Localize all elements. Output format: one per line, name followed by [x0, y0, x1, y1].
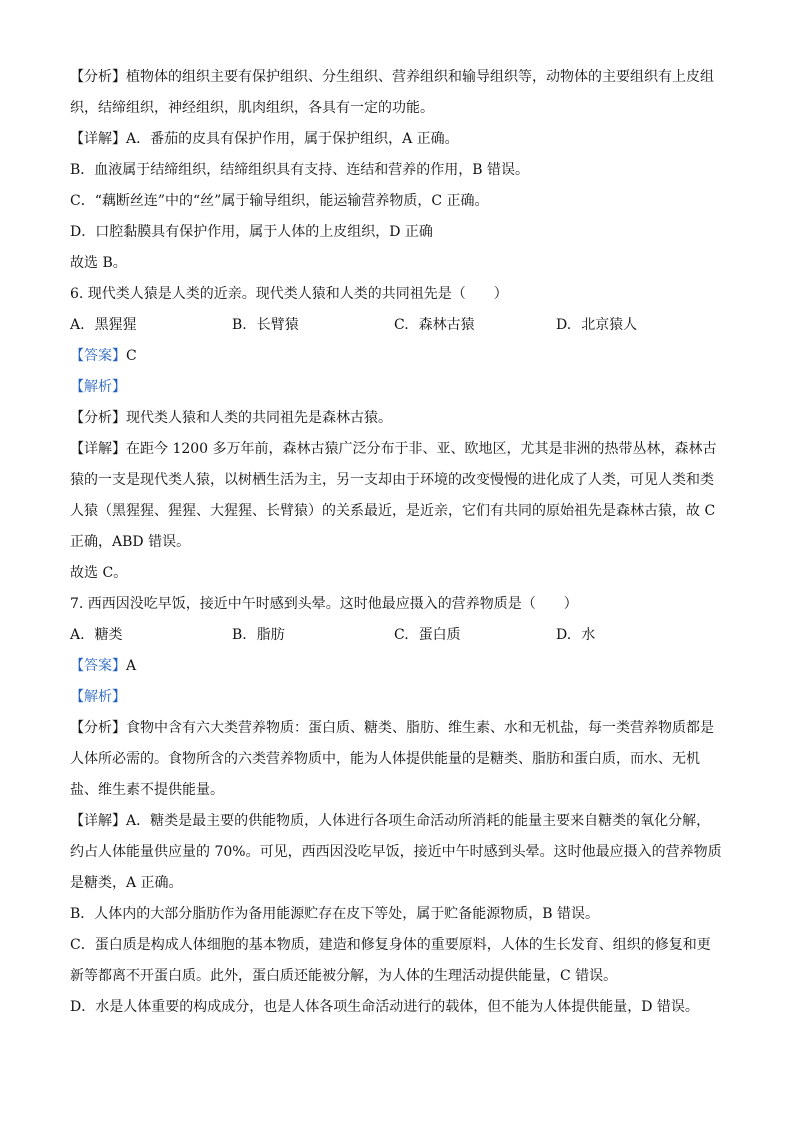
q5-analysis-line-1: 【分析】植物体的组织主要有保护组织、分生组织、营养组织和输导组织等，动物体的主要组织有上皮组 — [70, 69, 714, 85]
q7-detail-line-1: 【详解】A．糖类是最主要的供能物质，人体进行各项生命活动所消耗的能量主要来自糖类的氧化分解， — [70, 813, 711, 829]
q6-option-a: A. 黑猩猩 — [70, 317, 137, 333]
q5-detail-line-4: D．口腔黏膜具有保护作用，属于人体的上皮组织，D 正确 — [70, 224, 433, 240]
q6-explain-tag: 【解析】 — [70, 379, 126, 395]
q5-conclusion: 故选 B。 — [70, 255, 127, 271]
q7-option-b: B. 脂肪 — [232, 627, 285, 643]
q6-option-d: D. 北京猿人 — [556, 317, 638, 333]
q6-answer-tag: 【答案】 — [70, 348, 126, 364]
q7-detail-line-4: B．人体内的大部分脂肪作为备用能源贮存在皮下等处，属于贮备能源物质，B 错误。 — [70, 906, 600, 922]
q6-answer — [70, 341, 722, 372]
q5-detail-line-3: C．“藕断丝连”中的“丝”属于输导组织，能运输营养物质，C 正确。 — [70, 193, 489, 209]
q7-answer-tag: 【答案】 — [70, 658, 126, 674]
q7-detail-line-7: D．水是人体重要的构成成分，也是人体各项生命活动进行的载体，但不能为人体提供能量，D 错误。 — [70, 999, 699, 1015]
q7-analysis-line-1: 【分析】食物中含有六大类营养物质：蛋白质、糖类、脂肪、维生素、水和无机盐，每一类营养物质都是 — [70, 720, 714, 736]
q7-analysis-line-2: 人体所必需的。食物所含的六类营养物质中，能为人体提供能量的是糖类、脂肪和蛋白质，而水、无机 — [70, 751, 700, 767]
q5-detail-line-2: B．血液属于结缔组织，结缔组织具有支持、连结和营养的作用，B 错误。 — [70, 162, 530, 178]
q6-detail-line-1: 【详解】在距今 1200 多万年前，森林古猿广泛分布于非、亚、欧地区，尤其是非洲的热带丛林，森林古 — [70, 441, 717, 457]
q6-detail-line-4: 正确，ABD 错误。 — [70, 534, 191, 550]
q6-stem: 6. 现代类人猿是人类的近亲。现代类人猿和人类的共同祖先是（ ） — [70, 286, 508, 302]
q7-detail-line-5: C．蛋白质是构成人体细胞的基本物质，建造和修复身体的重要原料，人体的生长发育、组织的修复和更 — [70, 937, 711, 953]
q5-detail-line-1: 【详解】A．番茄的皮具有保护作用，属于保护组织，A 正确。 — [70, 131, 459, 147]
q7-explain-tag: 【解析】 — [70, 689, 126, 705]
q6-detail-line-2: 猿的一支是现代类人猿，以树栖生活为主，另一支却由于环境的改变慢慢的进化成了人类，可见人类和类 — [70, 472, 714, 488]
q6-option-b: B. 长臂猿 — [232, 317, 299, 333]
q6-option-c: C. 森林古猿 — [394, 317, 475, 333]
q7-detail-line-6: 新等都离不开蛋白质。此外，蛋白质还能被分解，为人体的生理活动提供能量，C 错误。 — [70, 968, 618, 984]
q7-detail-line-3: 是糖类，A 正确。 — [70, 875, 183, 891]
q6-answer-value: C — [126, 348, 137, 364]
q7-option-a: A. 糖类 — [70, 627, 123, 643]
q7-answer-value: A — [126, 658, 137, 674]
q7-options — [70, 620, 722, 651]
q7-analysis-line-3: 盐、维生素不提供能量。 — [70, 782, 224, 798]
q5-analysis-line-2: 织，结缔组织，神经组织，肌肉组织，各具有一定的功能。 — [70, 100, 434, 116]
q6-detail-line-3: 人猿（黑猩猩、猩猩、大猩猩、长臂猿）的关系最近，是近亲，它们有共同的原始祖先是森林古猿，故 C — [70, 503, 716, 519]
q7-option-d: D. 水 — [556, 627, 596, 643]
q6-conclusion: 故选 C。 — [70, 565, 128, 581]
q6-options — [70, 310, 722, 341]
q6-analysis: 【分析】现代类人猿和人类的共同祖先是森林古猿。 — [70, 410, 392, 426]
q7-stem: 7. 西西因没吃早饭，接近中午时感到头晕。这时他最应摄入的营养物质是（ ） — [70, 596, 578, 612]
q7-option-c: C. 蛋白质 — [394, 627, 461, 643]
document-page — [70, 62, 722, 1023]
q7-answer — [70, 651, 722, 682]
q7-detail-line-2: 约占人体能量供应量的 70%。可见，西西因没吃早饭，接近中午时感到头晕。这时他最应摄入的营养物质 — [70, 844, 722, 860]
